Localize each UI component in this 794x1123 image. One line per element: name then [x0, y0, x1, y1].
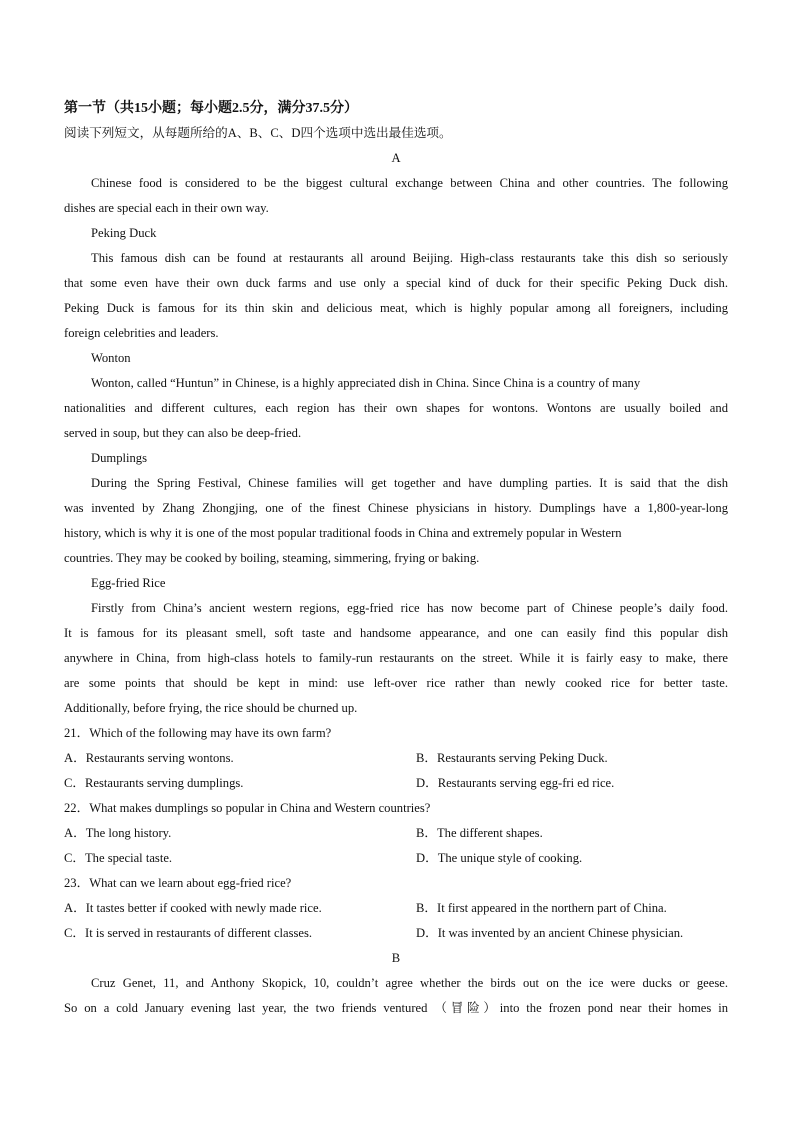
passage-line: This famous dish can be found at restaurants all around Beijing. High-class restaurants take this dish so seriously	[91, 251, 728, 265]
passage-line: anywhere in China, from high-class hotels to family-run restaurants on the street. While it is fairly easy to make, there	[64, 651, 728, 665]
option-a: A．The long history.	[64, 826, 172, 840]
passage-a-label: A	[391, 151, 401, 165]
passage-line: Additionally, before frying, the rice should be churned up.	[64, 701, 358, 715]
passage-line: served in soup, but they can also be deep-fried.	[64, 426, 302, 440]
passage-line: It is famous for its pleasant smell, soft taste and handsome appearance, and one can easily find this popular dish	[64, 626, 728, 640]
question-stem: 22．What makes dumplings so popular in China and Western countries?	[64, 801, 431, 815]
option-c: C．Restaurants serving dumplings.	[64, 776, 244, 790]
passage-line: Wonton, called “Huntun” in Chinese, is a highly appreciated dish in China. Since China is a country of many	[91, 376, 641, 390]
dish-heading: Wonton	[91, 351, 131, 365]
option-d: D．Restaurants serving egg-fri ed rice.	[416, 776, 615, 790]
passage-line: Firstly from China’s ancient western regions, egg-fried rice has now become part of Chinese people’s daily food.	[91, 601, 728, 615]
option-b: B．Restaurants serving Peking Duck.	[416, 751, 608, 765]
option-b: B．It first appeared in the northern part of China.	[416, 901, 667, 915]
option-a: A．Restaurants serving wontons.	[64, 751, 234, 765]
passage-line: So on a cold January evening last year, the two friends ventured （冒险）into the frozen pond near their homes in	[64, 1001, 728, 1015]
passage-line: Cruz Genet, 11, and Anthony Skopick, 10, couldn’t agree whether the birds out on the ice were ducks or geese.	[91, 976, 728, 990]
passage-line: nationalities and different cultures, each region has their own shapes for wontons. Wontons are usually boiled and	[64, 401, 728, 415]
question-options-row	[64, 821, 728, 846]
option-c: C．The special taste.	[64, 851, 173, 865]
question-stem: 23．What can we learn about egg-fried rice?	[64, 876, 292, 890]
dish-heading: Egg-fried Rice	[91, 576, 166, 590]
instruction: 阅读下列短文，从每题所给的A、B、C、D四个选项中选出最佳选项。	[64, 126, 452, 140]
option-b: B．The different shapes.	[416, 826, 543, 840]
passage-b-label: B	[391, 951, 401, 965]
option-d: D．The unique style of cooking.	[416, 851, 583, 865]
passage-line: was invented by Zhang Zhongjing, one of the finest Chinese physicians in history. Dumplings have a 1,800-year-long	[64, 501, 728, 515]
passage-line: countries. They may be cooked by boiling, steaming, simmering, frying or baking.	[64, 551, 480, 565]
passage-line: During the Spring Festival, Chinese families will get together and have dumpling parties. It is said that the dish	[91, 476, 728, 490]
question-options-row	[64, 746, 728, 771]
passage-line: are some points that should be kept in mind: use left-over rice rather than newly cooked rice for better taste.	[64, 676, 728, 690]
option-a: A．It tastes better if cooked with newly made rice.	[64, 901, 322, 915]
option-d: D．It was invented by an ancient Chinese physician.	[416, 926, 684, 940]
passage-line: foreign celebrities and leaders.	[64, 326, 219, 340]
dish-heading: Peking Duck	[91, 226, 157, 240]
passage-line: that some even have their own duck farms and use only a special kind of duck for their specific Peking Duck dish.	[64, 276, 728, 290]
question-options-row	[64, 896, 728, 921]
section-title: 第一节（共15小题；每小题2.5分，满分37.5分）	[64, 101, 358, 116]
dish-heading: Dumplings	[91, 451, 147, 465]
question-options-row	[64, 846, 728, 871]
exam-page	[64, 96, 728, 1021]
option-c: C．It is served in restaurants of different classes.	[64, 926, 313, 940]
question-options-row	[64, 771, 728, 796]
question-options-row	[64, 921, 728, 946]
passage-line: dishes are special each in their own way.	[64, 201, 269, 215]
passage-line: Chinese food is considered to be the biggest cultural exchange between China and other countries. The following	[91, 176, 728, 190]
passage-line: history, which is why it is one of the most popular traditional foods in China and extremely popular in Western	[64, 526, 622, 540]
question-stem: 21．Which of the following may have its own farm?	[64, 726, 332, 740]
passage-line: Peking Duck is famous for its thin skin and delicious meat, which is highly popular among all foreigners, including	[64, 301, 728, 315]
